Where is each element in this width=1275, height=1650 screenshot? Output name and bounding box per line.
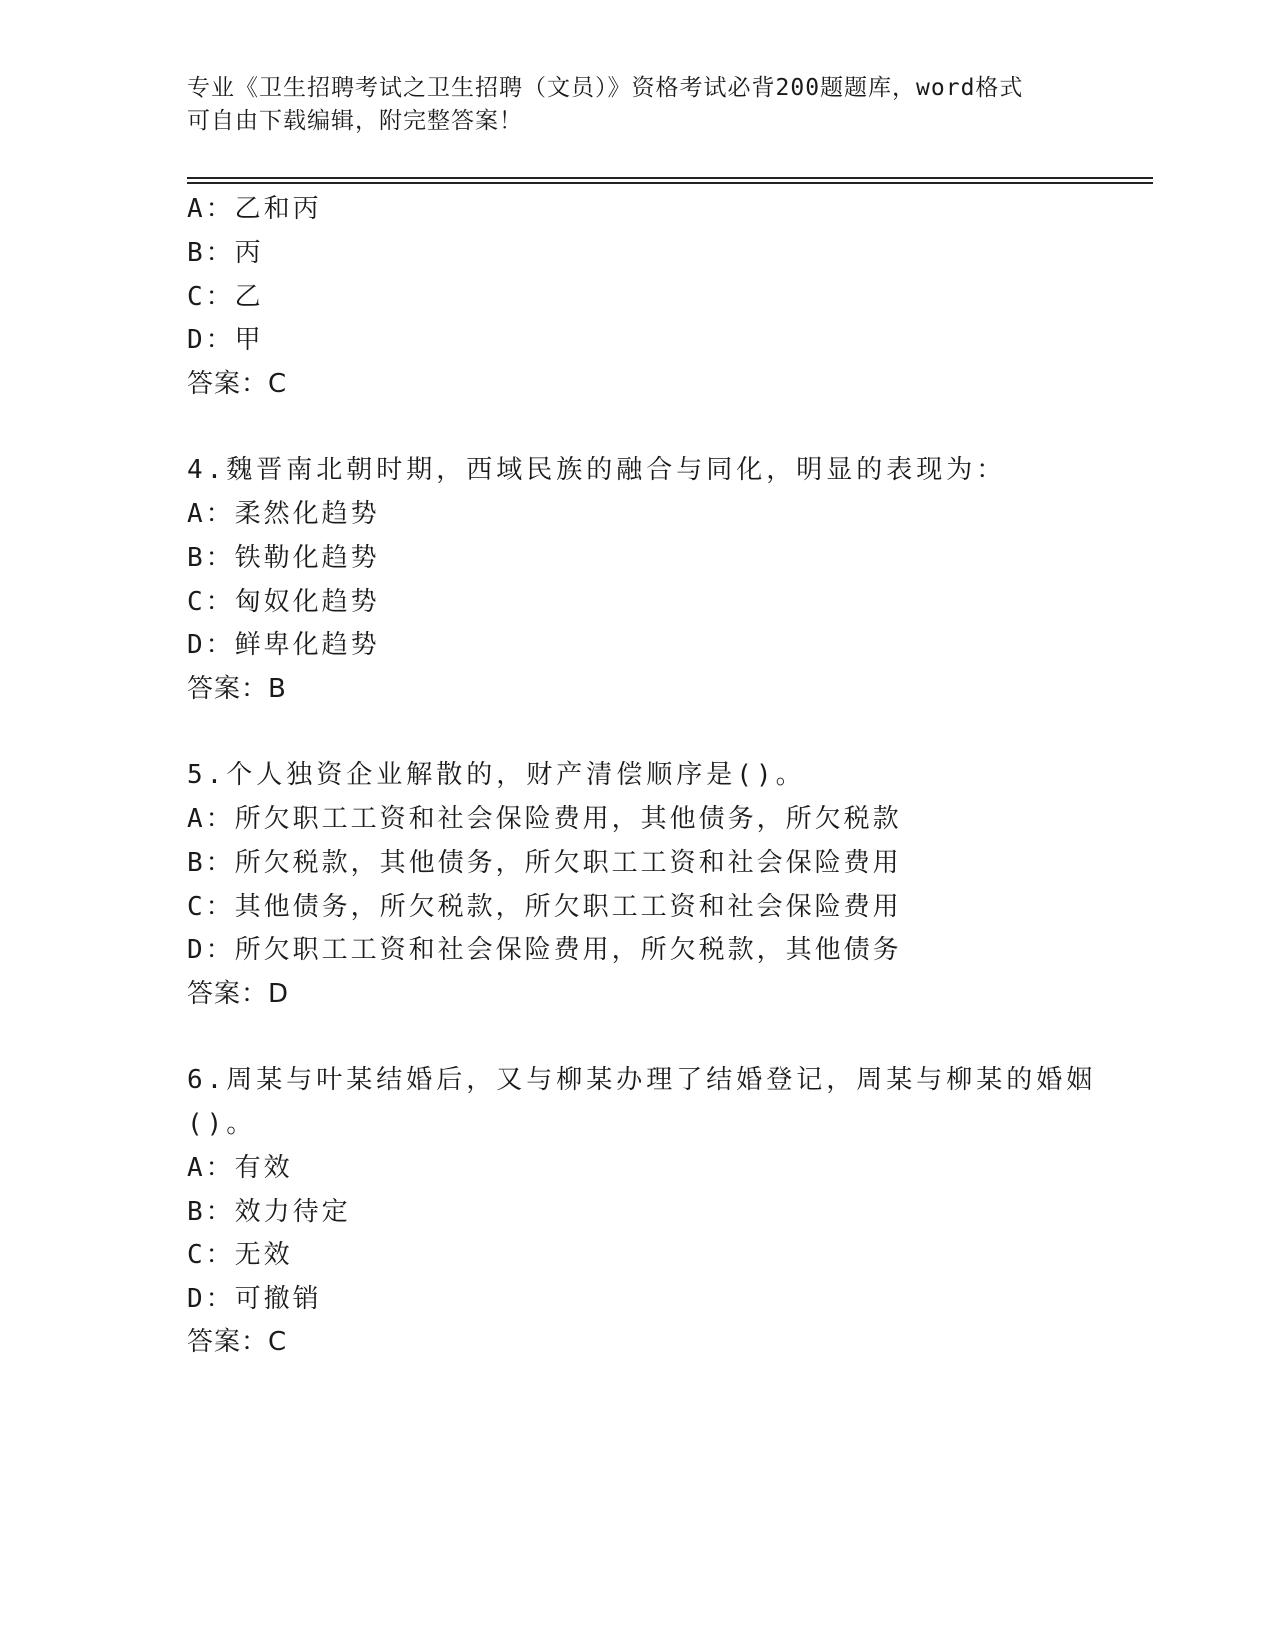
q4-option-d: D：鲜卑化趋势 xyxy=(187,630,380,660)
q6-answer: 答案：C xyxy=(187,1327,288,1357)
q6-question-line-1: 6.周某与叶某结婚后，又与柳某办理了结婚登记，周某与柳某的婚姻 xyxy=(187,1065,1097,1095)
q6-option-a: A：有效 xyxy=(187,1153,293,1183)
q5-question: 5.个人独资企业解散的，财产清偿顺序是()。 xyxy=(187,760,806,790)
q4-answer: 答案：B xyxy=(187,674,287,704)
q4-option-a: A：柔然化趋势 xyxy=(187,499,380,529)
q5-option-b: B：所欠税款，其他债务，所欠职工工资和社会保险费用 xyxy=(187,848,902,878)
q5-option-a: A：所欠职工工资和社会保险费用，其他债务，所欠税款 xyxy=(187,804,902,834)
q3-option-c: C：乙 xyxy=(187,282,264,312)
q3-option-a: A：乙和丙 xyxy=(187,194,322,224)
header-rule-bottom xyxy=(187,182,1153,184)
q4-option-b: B：铁勒化趋势 xyxy=(187,543,380,573)
q5-option-c: C：其他债务，所欠税款，所欠职工工资和社会保险费用 xyxy=(187,892,902,922)
q6-question-line-2: ()。 xyxy=(187,1109,257,1139)
q3-answer: 答案：C xyxy=(187,369,288,399)
document-header xyxy=(187,72,1087,138)
header-line-1: 专业《卫生招聘考试之卫生招聘（文员）》资格考试必背200题题库，word格式 xyxy=(187,75,1024,101)
q5-answer: 答案：D xyxy=(187,979,290,1009)
q4-question: 4.魏晋南北朝时期，西域民族的融合与同化，明显的表现为： xyxy=(187,455,1007,485)
q6-option-b: B：效力待定 xyxy=(187,1197,351,1227)
header-line-2: 可自由下载编辑，附完整答案！ xyxy=(187,108,523,134)
q3-option-d: D：甲 xyxy=(187,325,264,355)
q5-option-d: D：所欠职工工资和社会保险费用，所欠税款，其他债务 xyxy=(187,935,902,965)
q6-option-d: D：可撤销 xyxy=(187,1284,322,1314)
q6-option-c: C：无效 xyxy=(187,1240,293,1270)
q4-option-c: C：匈奴化趋势 xyxy=(187,587,380,617)
q3-option-b: B：丙 xyxy=(187,238,264,268)
header-rule-top xyxy=(187,177,1153,179)
